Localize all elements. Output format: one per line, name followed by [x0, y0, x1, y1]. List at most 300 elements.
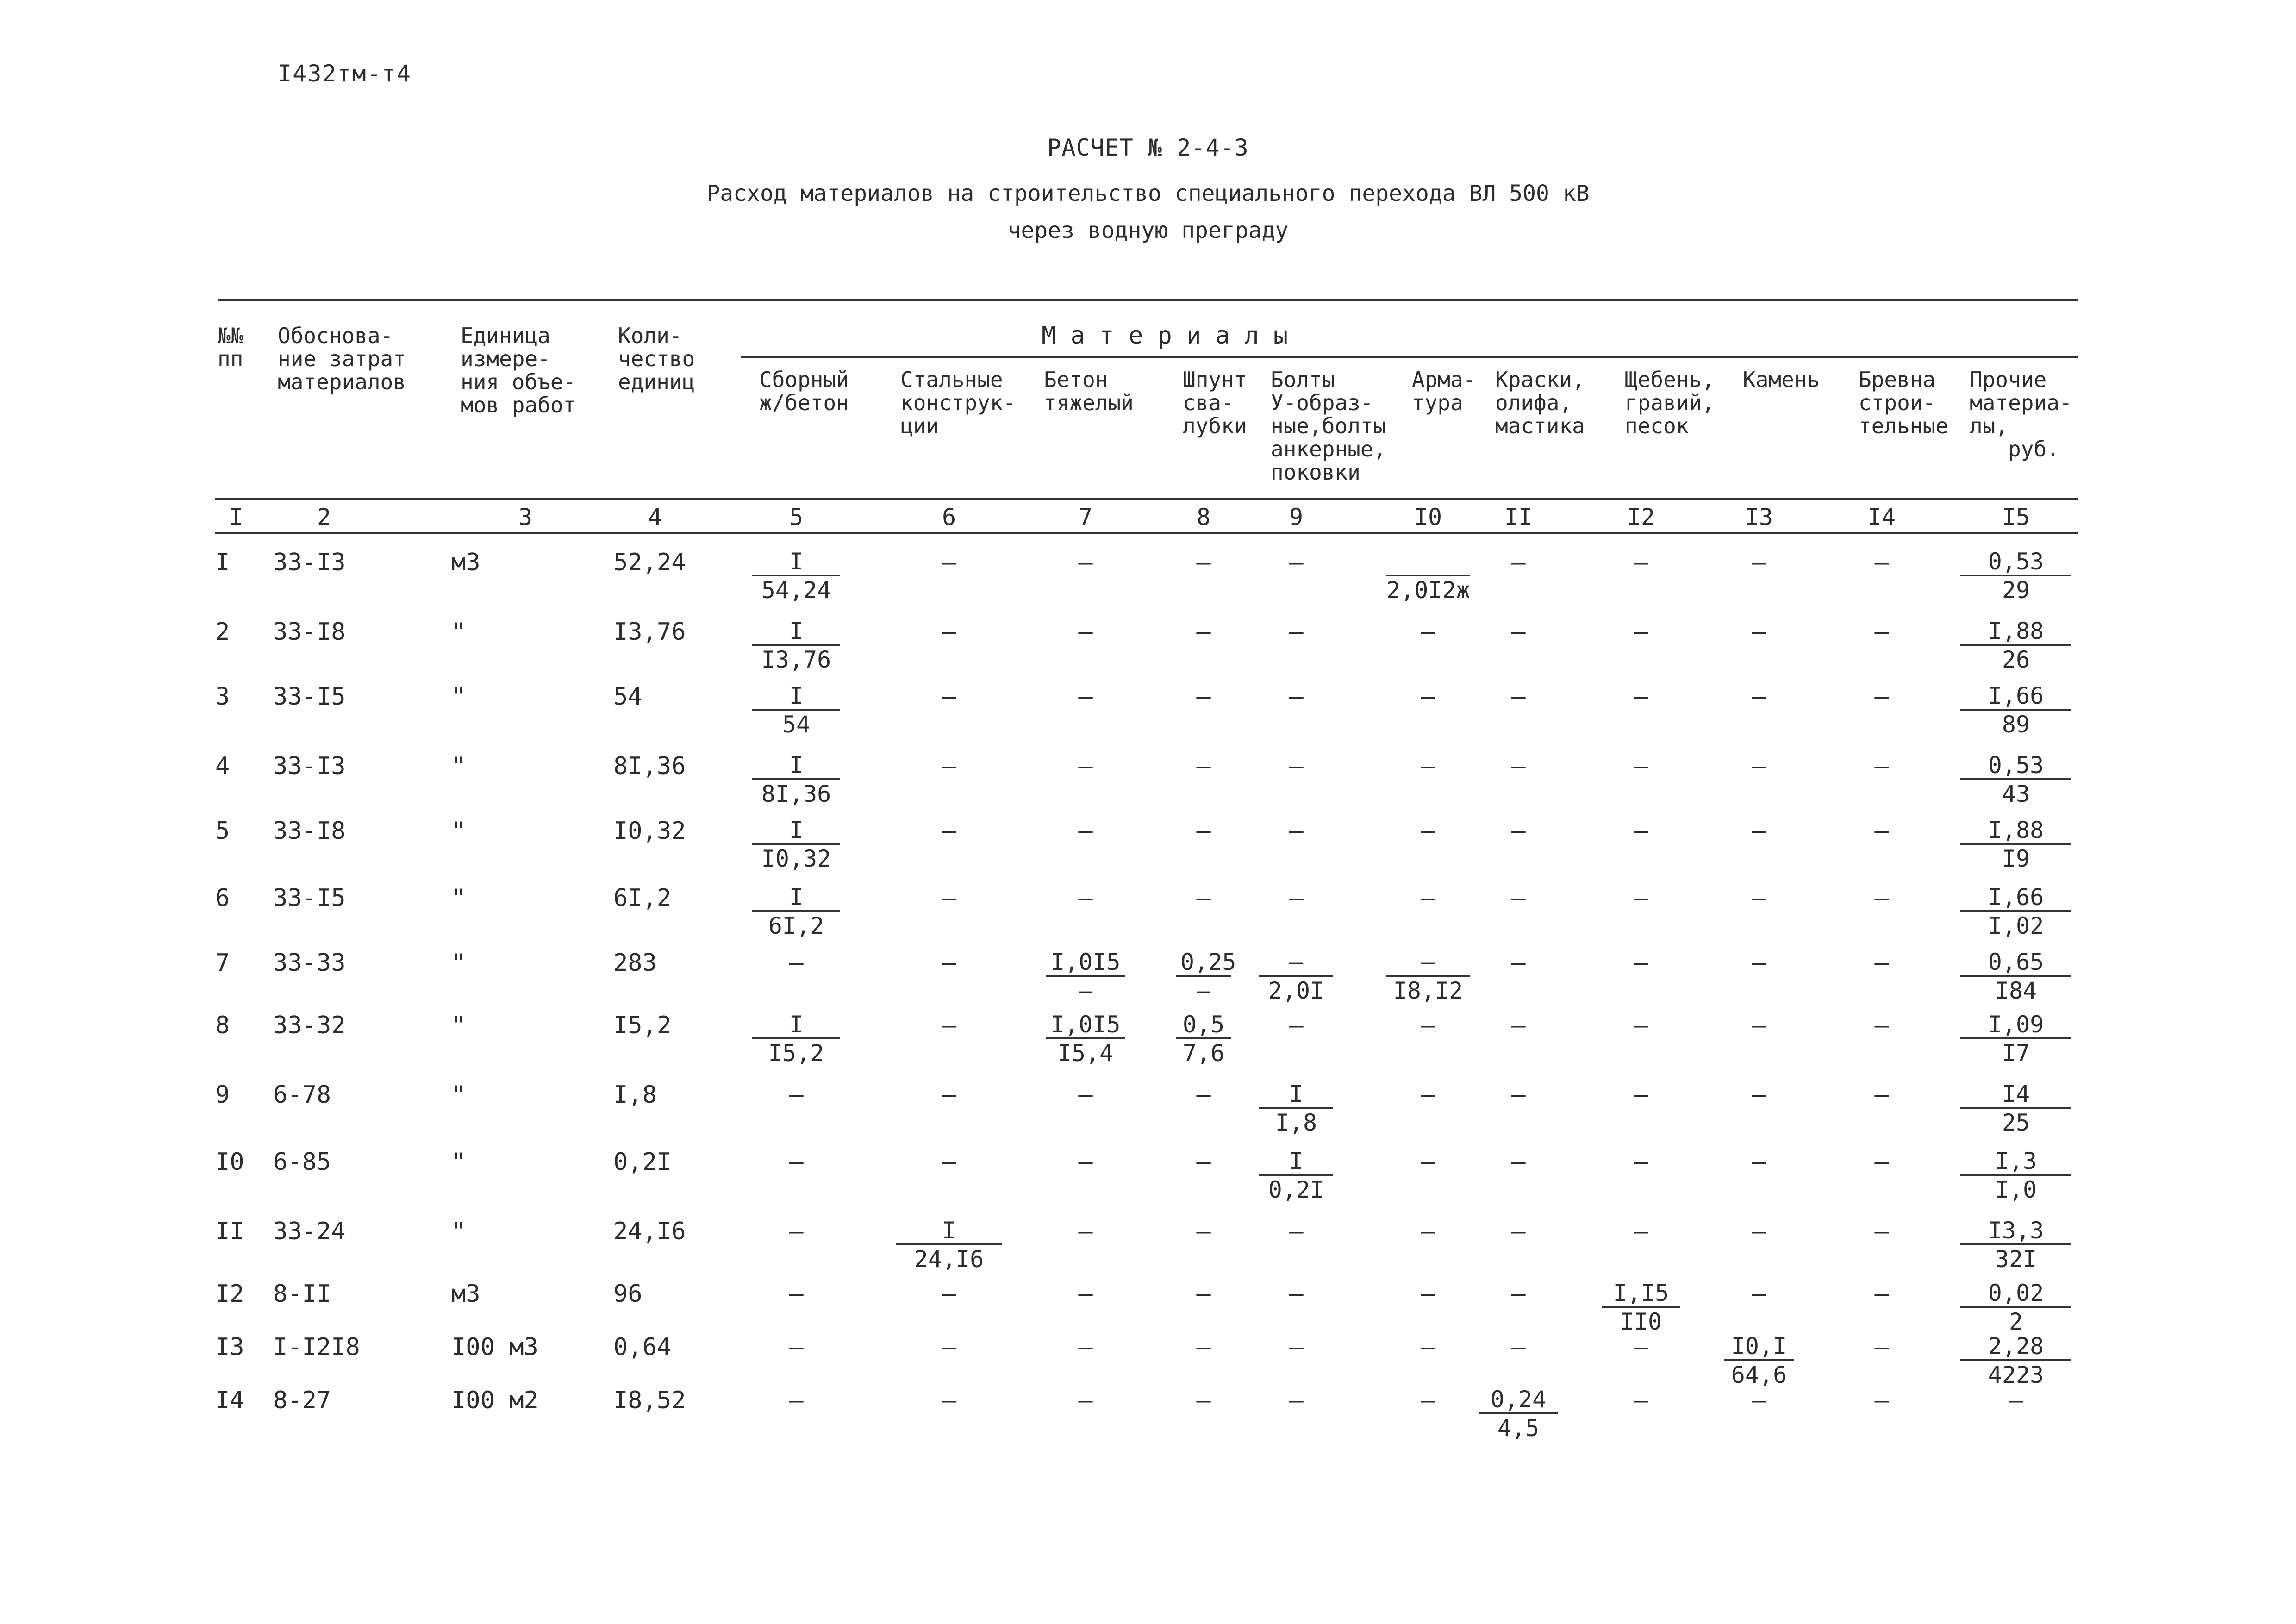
fraction-denominator: I5,2	[768, 1040, 824, 1067]
material-value: –	[1511, 549, 1526, 576]
material-value: –	[1421, 1387, 1435, 1414]
material-fraction	[1960, 884, 2071, 940]
material-value: –	[1752, 752, 1766, 780]
fraction-denominator: 24,I6	[914, 1246, 984, 1273]
basis-code: I-I2I8	[273, 1333, 360, 1361]
fraction-numerator: I	[752, 683, 840, 711]
material-value: –	[1421, 683, 1435, 711]
material-fraction	[1386, 949, 1470, 1005]
quantity: 8I,36	[613, 752, 686, 780]
fraction-numerator: I,66	[1960, 884, 2071, 912]
material-value: –	[789, 1333, 804, 1361]
header-heavy-concrete: Бетон тяжелый	[1044, 367, 1134, 415]
header-bottom-rule	[215, 498, 2078, 500]
material-value: –	[1196, 1280, 1211, 1308]
material-value: –	[1289, 1218, 1304, 1245]
fraction-denominator: I7	[2002, 1040, 2030, 1067]
fraction-numerator: I	[752, 817, 840, 845]
material-value: –	[1196, 549, 1211, 576]
material-value: –	[1078, 1333, 1093, 1361]
material-value: –	[1078, 1148, 1093, 1176]
header-other-materials: Прочие материа- лы, руб.	[1970, 367, 2072, 462]
material-value: –	[1289, 817, 1304, 845]
material-value: –	[1874, 1280, 1889, 1308]
material-value: –	[1078, 884, 1093, 912]
fraction-denominator: I0,32	[761, 845, 831, 872]
material-value: –	[1421, 1081, 1435, 1109]
material-fraction	[1960, 817, 2071, 873]
material-value: –	[2009, 1387, 2023, 1414]
material-fraction	[896, 1218, 1002, 1273]
header-unit: Единица измере- ния объе- мов работ	[461, 323, 576, 418]
material-fraction	[752, 817, 840, 873]
fraction-numerator: –	[1386, 949, 1470, 977]
fraction-numerator: 0,25	[1176, 949, 1231, 977]
material-value: –	[1634, 618, 1648, 646]
unit-of-measure: "	[451, 1218, 466, 1245]
quantity: 24,I6	[613, 1218, 686, 1245]
row-number: 2	[215, 618, 230, 646]
material-value: –	[789, 1081, 804, 1109]
fraction-numerator: I,88	[1960, 618, 2071, 646]
material-fraction	[1259, 1081, 1333, 1137]
quantity: 6I,2	[613, 884, 672, 912]
material-fraction	[1960, 1280, 2071, 1336]
material-value: –	[1874, 1148, 1889, 1176]
fraction-denominator: I5,4	[1057, 1040, 1114, 1067]
material-value: –	[1078, 1280, 1093, 1308]
material-value: –	[942, 1148, 956, 1176]
material-fraction	[1259, 949, 1333, 1005]
material-value: –	[1511, 1333, 1526, 1361]
material-value: –	[942, 1333, 956, 1361]
material-value: –	[789, 949, 804, 977]
basis-code: 6-85	[273, 1148, 331, 1176]
header-materials: М а т е р и а л ы	[1042, 322, 1288, 350]
colnum-bottom-rule	[215, 532, 2078, 534]
basis-code: 33-24	[273, 1218, 346, 1245]
material-value: –	[1634, 1148, 1648, 1176]
unit-of-measure: "	[451, 1081, 466, 1109]
material-value: –	[1078, 752, 1093, 780]
quantity: 0,64	[613, 1333, 672, 1361]
header-paints: Краски, олифа, мастика	[1495, 367, 1585, 438]
row-number: I0	[215, 1148, 244, 1176]
material-value: –	[1752, 1081, 1766, 1109]
material-value: –	[1196, 1218, 1211, 1245]
basis-code: 8-27	[273, 1387, 331, 1414]
material-value: –	[1421, 1012, 1435, 1039]
material-value: –	[1752, 884, 1766, 912]
row-number: I3	[215, 1333, 244, 1361]
material-value: –	[1634, 1387, 1648, 1414]
fraction-denominator: 32I	[1995, 1246, 2037, 1273]
column-number: 8	[1196, 504, 1211, 531]
unit-of-measure: "	[451, 884, 466, 912]
header-stone: Камень	[1743, 367, 1820, 392]
fraction-numerator: I	[752, 549, 840, 576]
material-fraction	[1176, 949, 1236, 1005]
basis-code: 6-78	[273, 1081, 331, 1109]
material-value: –	[1289, 1012, 1304, 1039]
fraction-numerator: I	[752, 1012, 840, 1039]
fraction-numerator: I,0I5	[1046, 949, 1125, 977]
quantity: 283	[613, 949, 657, 977]
material-value: –	[1634, 817, 1648, 845]
material-value: –	[1752, 683, 1766, 711]
fraction-denominator: 54	[782, 711, 811, 738]
material-value: –	[1511, 1148, 1526, 1176]
row-number: 4	[215, 752, 230, 780]
material-value: –	[1196, 1387, 1211, 1414]
fraction-numerator: 0,02	[1960, 1280, 2071, 1308]
material-value: –	[1196, 752, 1211, 780]
fraction-numerator: 0,5	[1176, 1012, 1231, 1039]
fraction-denominator: I,8	[1275, 1109, 1317, 1136]
fraction-denominator: 43	[2002, 781, 2030, 807]
material-value: –	[1511, 1081, 1526, 1109]
material-value: –	[942, 683, 956, 711]
fraction-numerator: 0,65	[1960, 949, 2071, 977]
quantity: 52,24	[613, 549, 686, 576]
unit-of-measure: "	[451, 683, 466, 711]
material-fraction	[752, 1012, 840, 1067]
fraction-numerator: I	[1259, 1081, 1333, 1109]
material-value: –	[1511, 683, 1526, 711]
material-value: –	[1078, 683, 1093, 711]
fraction-numerator: –	[1259, 949, 1333, 977]
material-value: –	[1289, 884, 1304, 912]
material-value: –	[942, 949, 956, 977]
fraction-numerator: I,0I5	[1046, 1012, 1125, 1039]
material-value: –	[1874, 683, 1889, 711]
quantity: I8,52	[613, 1387, 686, 1414]
material-fraction	[1046, 1012, 1125, 1067]
material-fraction	[1176, 1012, 1231, 1067]
material-value: –	[1289, 1387, 1304, 1414]
material-value: –	[1874, 618, 1889, 646]
row-number: I4	[215, 1387, 244, 1414]
column-number: 4	[648, 504, 662, 531]
material-fraction	[1960, 752, 2071, 808]
material-fraction	[1602, 1280, 1680, 1336]
header-row-number: №№ пп	[218, 323, 243, 371]
material-value: –	[1289, 683, 1304, 711]
fraction-numerator: I,3	[1960, 1148, 2071, 1176]
material-value: –	[1511, 949, 1526, 977]
basis-code: 8-II	[273, 1280, 331, 1308]
quantity: 96	[613, 1280, 643, 1308]
header-bolts: Болты У-образ- ные,болты анкерные, поковки	[1271, 367, 1386, 485]
material-value: –	[1289, 1333, 1304, 1361]
material-value: –	[942, 618, 956, 646]
material-value: –	[1752, 549, 1766, 576]
material-value: –	[1196, 1333, 1211, 1361]
fraction-denominator: 25	[2002, 1109, 2030, 1136]
material-value: –	[1634, 1012, 1648, 1039]
material-fraction	[1960, 949, 2071, 1005]
material-value: –	[1874, 1333, 1889, 1361]
quantity: I5,2	[613, 1012, 672, 1039]
fraction-denominator: 0,2I	[1268, 1176, 1324, 1203]
column-number: 5	[789, 504, 804, 531]
material-value: –	[1196, 1081, 1211, 1109]
calculation-subtitle-line2: через водную преграду	[1007, 218, 1289, 244]
unit-of-measure: м3	[451, 1280, 480, 1308]
fraction-denominator: 64,6	[1731, 1362, 1787, 1388]
material-fraction	[752, 752, 840, 808]
fraction-denominator: II0	[1620, 1308, 1662, 1335]
material-value: –	[1196, 683, 1211, 711]
material-value: –	[1421, 884, 1435, 912]
fraction-denominator: –	[1196, 977, 1211, 1004]
column-number: 6	[942, 504, 956, 531]
fraction-numerator: I	[752, 618, 840, 646]
fraction-denominator: 8I,36	[761, 781, 831, 807]
column-number: I4	[1867, 504, 1896, 531]
fraction-denominator: 26	[2002, 646, 2030, 673]
fraction-denominator: 89	[2002, 711, 2030, 738]
fraction-denominator: 6I,2	[768, 912, 824, 939]
material-value: –	[1874, 549, 1889, 576]
column-number: I3	[1745, 504, 1773, 531]
material-fraction	[1259, 1148, 1333, 1204]
column-number: I5	[2002, 504, 2030, 531]
material-value: –	[1634, 683, 1648, 711]
quantity: I3,76	[613, 618, 686, 646]
material-value: –	[1289, 752, 1304, 780]
material-value: –	[1421, 1333, 1435, 1361]
material-fraction	[1479, 1387, 1558, 1442]
material-value: –	[942, 1081, 956, 1109]
material-fraction	[1960, 1218, 2071, 1273]
column-number: I0	[1414, 504, 1442, 531]
material-value: –	[1874, 817, 1889, 845]
header-reinforcement: Арма- тура	[1412, 367, 1476, 415]
material-value: –	[1511, 817, 1526, 845]
material-value: –	[1421, 752, 1435, 780]
fraction-denominator: 29	[2002, 577, 2030, 604]
fraction-numerator: 0,53	[1960, 549, 2071, 576]
material-fraction	[1960, 1012, 2071, 1067]
calculation-subtitle: Расход материалов на строительство специального перехода ВЛ 500 кВ	[706, 181, 1590, 206]
fraction-denominator: 54,24	[761, 577, 831, 604]
column-number: 2	[317, 504, 331, 531]
material-value: –	[1078, 1218, 1093, 1245]
row-number: 7	[215, 949, 230, 977]
material-value: –	[1634, 752, 1648, 780]
materials-rule	[741, 356, 2078, 358]
table-top-rule	[218, 299, 2078, 301]
material-value: –	[1634, 549, 1648, 576]
unit-of-measure: "	[451, 752, 466, 780]
fraction-denominator: I,02	[1988, 912, 2044, 939]
fraction-denominator: 2,0I	[1268, 977, 1324, 1004]
material-value: –	[1874, 752, 1889, 780]
material-fraction	[1724, 1333, 1794, 1389]
material-value: –	[1511, 884, 1526, 912]
row-number: 3	[215, 683, 230, 711]
material-value: –	[1752, 1280, 1766, 1308]
header-quantity: Коли- чество единиц	[618, 323, 695, 394]
material-value: –	[1078, 1387, 1093, 1414]
unit-of-measure: I00 м2	[451, 1387, 538, 1414]
material-value: –	[1874, 949, 1889, 977]
material-value: –	[1752, 949, 1766, 977]
fraction-numerator: I3,3	[1960, 1218, 2071, 1245]
fraction-numerator	[1386, 549, 1470, 576]
material-fraction	[752, 884, 840, 940]
row-number: 5	[215, 817, 230, 845]
header-basis: Обоснова- ние затрат материалов	[278, 323, 406, 394]
material-value: –	[1874, 1081, 1889, 1109]
material-value: –	[1752, 1148, 1766, 1176]
header-logs: Бревна строи- тельные	[1859, 367, 1948, 438]
material-value: –	[1511, 1280, 1526, 1308]
row-number: I2	[215, 1280, 244, 1308]
material-value: –	[942, 1280, 956, 1308]
fraction-numerator: 2,28	[1960, 1333, 2071, 1361]
material-value: –	[942, 549, 956, 576]
material-value: –	[1196, 618, 1211, 646]
basis-code: 33-I8	[273, 817, 346, 845]
material-value: –	[1511, 618, 1526, 646]
column-number: 9	[1289, 504, 1304, 531]
material-fraction	[752, 549, 840, 604]
material-value: –	[1078, 1081, 1093, 1109]
unit-of-measure: I00 м3	[451, 1333, 538, 1361]
material-value: –	[1421, 1148, 1435, 1176]
material-value: –	[1078, 618, 1093, 646]
material-value: –	[1511, 1218, 1526, 1245]
fraction-denominator: I8,I2	[1393, 977, 1463, 1004]
row-number: 8	[215, 1012, 230, 1039]
material-fraction	[1960, 683, 2071, 738]
material-fraction	[752, 618, 840, 674]
row-number: 6	[215, 884, 230, 912]
fraction-numerator: I,88	[1960, 817, 2071, 845]
quantity: I,8	[613, 1081, 657, 1109]
material-value: –	[1874, 884, 1889, 912]
material-value: –	[1752, 618, 1766, 646]
unit-of-measure: "	[451, 817, 466, 845]
material-value: –	[1078, 817, 1093, 845]
material-fraction	[1960, 1148, 2071, 1204]
material-value: –	[1196, 817, 1211, 845]
material-fraction	[1386, 549, 1470, 604]
fraction-denominator: 4,5	[1497, 1415, 1540, 1442]
material-value: –	[1874, 1387, 1889, 1414]
basis-code: 33-I3	[273, 752, 346, 780]
material-value: –	[789, 1280, 804, 1308]
material-value: –	[1511, 1012, 1526, 1039]
header-precast-concrete: Сборный ж/бетон	[759, 367, 849, 415]
material-value: –	[942, 817, 956, 845]
material-value: –	[789, 1148, 804, 1176]
quantity: 54	[613, 683, 643, 711]
material-value: –	[1634, 949, 1648, 977]
material-value: –	[1634, 1333, 1648, 1361]
column-number: 3	[518, 504, 533, 531]
material-value: –	[1421, 1218, 1435, 1245]
basis-code: 33-I5	[273, 683, 346, 711]
row-number: II	[215, 1218, 244, 1245]
fraction-numerator: I0,I	[1724, 1333, 1794, 1361]
fraction-numerator: 0,53	[1960, 752, 2071, 780]
header-sheet-piles: Шпунт сва- лубки	[1183, 367, 1247, 438]
material-value: –	[1752, 817, 1766, 845]
material-value: –	[1634, 1218, 1648, 1245]
fraction-numerator: I,I5	[1602, 1280, 1680, 1308]
material-value: –	[1196, 1148, 1211, 1176]
unit-of-measure: "	[451, 949, 466, 977]
material-value: –	[1634, 884, 1648, 912]
fraction-denominator: I3,76	[761, 646, 831, 673]
calculation-title: РАСЧЕТ № 2-4-3	[1047, 134, 1249, 161]
material-fraction	[1960, 1333, 2071, 1389]
document-code: I432тм-т4	[278, 60, 412, 87]
basis-code: 33-32	[273, 1012, 346, 1039]
fraction-denominator: 7,6	[1182, 1040, 1225, 1067]
quantity: 0,2I	[613, 1148, 672, 1176]
fraction-denominator: I9	[2002, 845, 2030, 872]
material-value: –	[789, 1218, 804, 1245]
header-steel-structures: Стальные конструк- ции	[900, 367, 1016, 438]
material-value: –	[1752, 1012, 1766, 1039]
basis-code: 33-33	[273, 949, 346, 977]
fraction-denominator: 4223	[1988, 1362, 2044, 1388]
unit-of-measure: м3	[451, 549, 480, 576]
fraction-denominator: I84	[1995, 977, 2037, 1004]
basis-code: 33-I8	[273, 618, 346, 646]
material-fraction	[1960, 1081, 2071, 1137]
header-gravel: Щебень, гравий, песок	[1625, 367, 1715, 438]
material-fraction	[1960, 549, 2071, 604]
fraction-numerator: I	[896, 1218, 1002, 1245]
material-fraction	[752, 683, 840, 738]
quantity: I0,32	[613, 817, 686, 845]
material-value: –	[1196, 884, 1211, 912]
material-value: –	[1874, 1012, 1889, 1039]
fraction-numerator: I,66	[1960, 683, 2071, 711]
material-value: –	[1421, 618, 1435, 646]
fraction-numerator: I	[1259, 1148, 1333, 1176]
material-fraction	[1960, 618, 2071, 674]
fraction-denominator: –	[1078, 977, 1093, 1004]
column-number: I2	[1627, 504, 1655, 531]
material-value: –	[942, 752, 956, 780]
material-value: –	[1752, 1387, 1766, 1414]
material-value: –	[1289, 549, 1304, 576]
row-number: I	[215, 549, 230, 576]
material-value: –	[942, 1012, 956, 1039]
fraction-numerator: I	[752, 884, 840, 912]
basis-code: 33-I5	[273, 884, 346, 912]
row-number: 9	[215, 1081, 230, 1109]
material-value: –	[1511, 752, 1526, 780]
fraction-denominator: 2,0I2ж	[1386, 577, 1470, 604]
basis-code: 33-I3	[273, 549, 346, 576]
material-value: –	[1289, 618, 1304, 646]
material-value: –	[1752, 1218, 1766, 1245]
fraction-denominator: 2	[2009, 1308, 2023, 1335]
fraction-numerator: I4	[1960, 1081, 2071, 1109]
material-value: –	[1874, 1218, 1889, 1245]
fraction-numerator: I	[752, 752, 840, 780]
unit-of-measure: "	[451, 618, 466, 646]
fraction-numerator: 0,24	[1479, 1387, 1558, 1414]
material-value: –	[1421, 817, 1435, 845]
